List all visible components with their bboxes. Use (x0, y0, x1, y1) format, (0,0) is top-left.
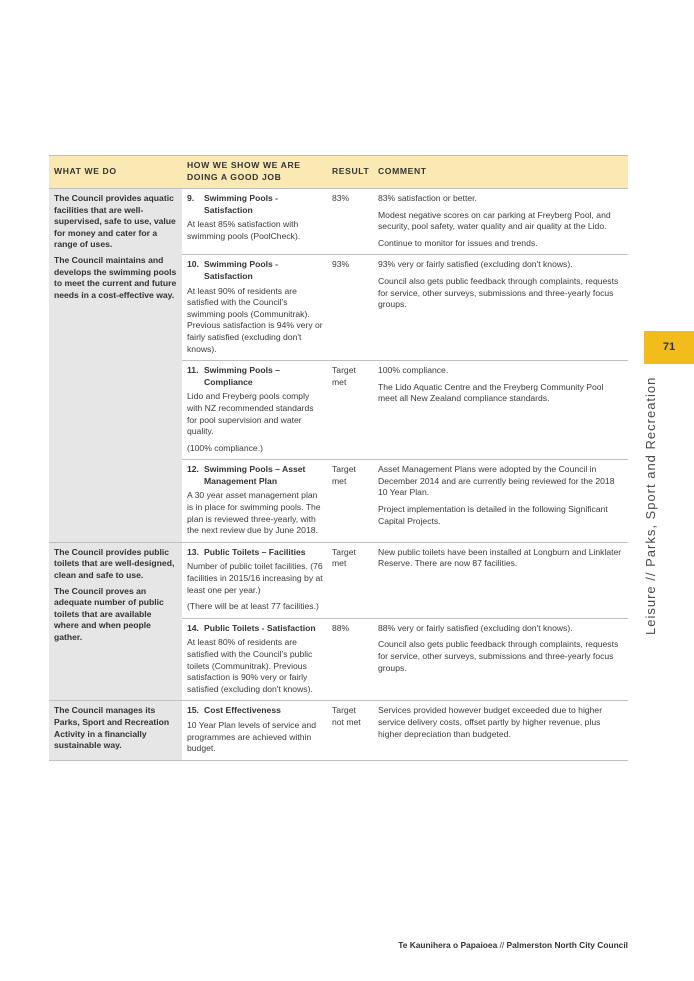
result-cell (327, 543, 373, 618)
measure-number: 13. (187, 546, 199, 557)
measure-description: At least 85% satisfaction with swimming pools (PoolCheck). (187, 219, 301, 241)
table-body (49, 189, 628, 761)
page-number-tab (644, 331, 694, 364)
result-value: Target not met (332, 705, 361, 727)
comment-text: 93% very or fairly satisfied (excluding don't knows). (378, 259, 573, 270)
measure-cell (182, 361, 327, 459)
comment-text: The Lido Aquatic Centre and the Freyberg Community Pool meet all New Zealand compliance standards. (378, 381, 604, 404)
what-we-do-text: The Council provides aquatic facilities that are well-supervised, safe to use, value for money and cater for a range of uses. (54, 193, 176, 250)
measure-number: 12. (187, 464, 199, 475)
result-value: 88% (332, 622, 350, 633)
measure-description: At least 90% of residents are satisfied with the Council's swimming pools (Communitrak). Previous satisfaction is 94% very or fairly satisfied (excluding don't knows). (187, 285, 323, 354)
result-value: Target met (332, 464, 356, 486)
footer (398, 940, 628, 951)
what-we-do-text: The Council proves an adequate number of public toilets that are available where and when people gather. (54, 585, 164, 642)
measure-cell (182, 701, 327, 759)
measure-title (187, 464, 323, 487)
header-result: RESULT (332, 166, 370, 177)
comment-cell (373, 619, 628, 701)
header-what-we-do: WHAT WE DO (54, 166, 117, 177)
measure-number: 15. (187, 705, 199, 716)
comment-text: 100% compliance. (378, 365, 449, 376)
page-number: 71 (662, 341, 676, 354)
measure-cell (182, 460, 327, 542)
footer-separator: // (499, 940, 505, 950)
what-we-do-cell (49, 543, 182, 701)
comment-text: Asset Management Plans were adopted by the Council in December 2014 and are currently being reviewed for the 2018 10 Year Plan. (378, 464, 615, 498)
table-row (182, 255, 628, 361)
footer-org-english: Palmerston North City Council (506, 940, 628, 950)
table-group (49, 701, 628, 760)
result-value: Target met (332, 365, 356, 387)
measure-rows (182, 701, 628, 759)
comment-text: Project implementation is detailed in the following Significant Capital Projects. (378, 504, 608, 526)
table-row (182, 189, 628, 255)
measure-cell (182, 189, 327, 254)
measure-cell (182, 619, 327, 701)
what-we-do-cell (49, 701, 182, 759)
header-how-we-show (182, 156, 327, 188)
table-group (49, 543, 628, 702)
performance-table (49, 155, 628, 761)
comment-cell (373, 361, 628, 459)
result-cell (327, 189, 373, 254)
comment-text: New public toilets have been installed at Longburn and Linklater Reserve. There are now 87 facilities. (378, 546, 622, 569)
measure-title (187, 547, 323, 559)
measure-name: Public Toilets – Facilities (204, 546, 306, 557)
comment-text: Services provided however budget exceeded due to higher service delivery costs, offset partly by higher revenue, plus higher depreciation than budgeted. (378, 705, 603, 739)
measure-number: 9. (187, 193, 195, 203)
comment-cell (373, 255, 628, 360)
measure-description: (There will be at least 77 facilities.) (187, 601, 319, 612)
measure-number: 14. (187, 622, 199, 633)
comment-text: Modest negative scores on car parking at Freyberg Pool, and security, pool safety, water quality and air quality at the Lido. (378, 209, 611, 232)
result-cell (327, 361, 373, 459)
result-cell (327, 255, 373, 360)
section-title-vertical: Leisure // Parks, Sport and Recreation (643, 376, 658, 635)
measure-title (187, 365, 323, 388)
measure-number: 10. (187, 259, 199, 270)
header-how-line-2: DOING A GOOD JOB (187, 172, 282, 182)
comment-text: Council also gets public feedback through complaints, requests for service, other surveys, submissions and three-yearly focus groups. (378, 639, 619, 673)
table-header (49, 155, 628, 189)
footer-org-maori: Te Kaunihera o Papaioea (398, 940, 498, 950)
comment-cell (373, 543, 628, 618)
what-we-do-text: The Council provides public toilets that are well-designed, clean and safe to use. (54, 546, 175, 581)
comment-text: 83% satisfaction or better. (378, 193, 477, 203)
measure-rows (182, 189, 628, 542)
measure-name: Swimming Pools - Satisfaction (204, 259, 279, 281)
measure-description: At least 80% of residents are satisfied with the Council's public toilets (Communitrak). Previous satisfaction is 90% very or fairly satisfied (excluding don't knows). (187, 637, 313, 694)
table-row (182, 460, 628, 542)
measure-title (187, 623, 323, 635)
comment-text: Continue to monitor for issues and trends. (378, 237, 538, 248)
measure-description: Lido and Freyberg pools comply with NZ recommended standards for pool supervision and water quality. (187, 391, 314, 437)
measure-title (187, 705, 323, 717)
result-value: 83% (332, 193, 350, 203)
table-group (49, 189, 628, 543)
measure-name: Public Toilets - Satisfaction (204, 622, 316, 633)
header-comment: COMMENT (378, 166, 427, 177)
measure-description: 10 Year Plan levels of service and programmes are achieved within budget. (187, 719, 316, 754)
result-cell (327, 701, 373, 759)
result-value: 93% (332, 259, 350, 270)
comment-cell (373, 701, 628, 759)
table-row (182, 619, 628, 701)
table-row (182, 361, 628, 460)
result-cell (327, 460, 373, 542)
result-cell (327, 619, 373, 701)
comment-cell (373, 189, 628, 254)
measure-title (187, 259, 323, 282)
measure-description: Number of public toilet facilities. (76 facilities in 2015/16 increasing by at least one per year.) (187, 561, 323, 595)
measure-rows (182, 543, 628, 701)
comment-text: 88% very or fairly satisfied (excluding don't knows). (378, 622, 573, 633)
table-row (182, 701, 628, 759)
measure-cell (182, 255, 327, 360)
measure-name: Swimming Pools – Compliance (204, 365, 280, 387)
comment-text: Council also gets public feedback through complaints, requests for service, other surveys, submissions and three-yearly focus groups. (378, 275, 619, 310)
result-value: Target met (332, 546, 356, 569)
measure-name: Swimming Pools - Satisfaction (204, 193, 279, 215)
measure-number: 11. (187, 365, 199, 376)
measure-cell (182, 543, 327, 618)
measure-description: (100% compliance.) (187, 442, 263, 453)
header-how-line-1: HOW WE SHOW WE ARE (187, 160, 301, 171)
table-row (182, 543, 628, 619)
measure-title (187, 193, 323, 216)
measure-name: Swimming Pools – Asset Management Plan (204, 464, 306, 486)
what-we-do-cell (49, 189, 182, 542)
what-we-do-text: The Council manages its Parks, Sport and Recreation Activity in a financially sustainable way. (54, 705, 170, 751)
measure-description: A 30 year asset management plan is in place for swimming pools. The plan is reviewed three-yearly, with the next review due by June 2018. (187, 490, 321, 536)
comment-cell (373, 460, 628, 542)
measure-name: Cost Effectiveness (204, 705, 281, 716)
what-we-do-text: The Council maintains and develops the swimming pools to meet the current and future needs in a cost-effective way. (54, 254, 177, 300)
